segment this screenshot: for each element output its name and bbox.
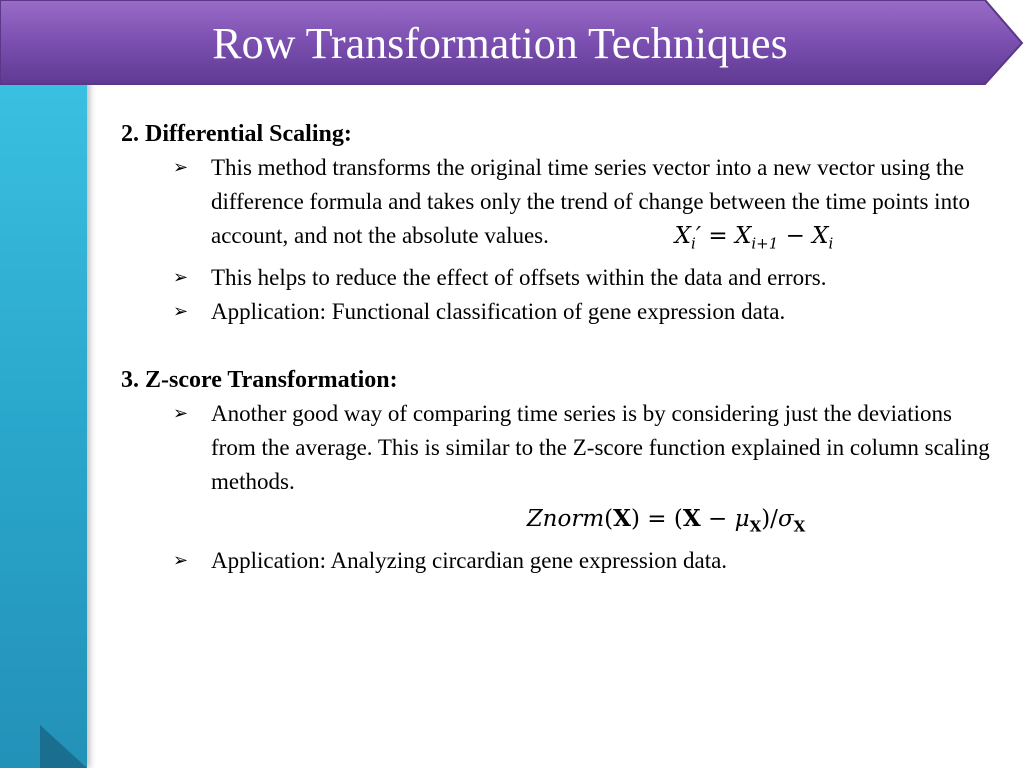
list-item: [121, 151, 1001, 261]
arrowhead-bullet-icon: ➢: [173, 402, 189, 424]
list-item: [121, 397, 1001, 545]
list-item: [121, 261, 1001, 295]
section-heading-zscore: 3. Z-score Transformation:: [121, 366, 398, 393]
section-heading-differential-scaling: 2. Differential Scaling:: [121, 121, 352, 147]
section-spacer: [121, 329, 1001, 363]
bullet-list-zscore: [121, 397, 1001, 579]
arrowhead-bullet-icon: ➢: [173, 266, 189, 288]
bullet-text: Another good way of comparing time series is by considering just the deviations from the average. This is similar to the Z-score function explained in column scaling methods.: [211, 400, 990, 494]
list-item: [121, 544, 1001, 578]
arrowhead-bullet-icon: ➢: [173, 300, 189, 322]
bullet-text: Application: Functional classification of gene expression data.: [211, 298, 786, 324]
arrowhead-bullet-icon: ➢: [173, 157, 189, 178]
bullet-list-differential-scaling: [121, 151, 1001, 329]
bullet-text: Application: Analyzing circardian gene expression data.: [211, 548, 728, 574]
list-item: [121, 295, 1001, 329]
slide-title: Row Transformation Techniques: [212, 18, 788, 68]
bullet-text: This helps to reduce the effect of offsets within the data and errors.: [211, 264, 827, 290]
arrowhead-bullet-icon: ➢: [173, 550, 189, 572]
title-banner: [0, 0, 1024, 86]
slide-body: [121, 117, 1001, 578]
formula-differential: $X_i' = X_{i+1} - X_i$: [674, 223, 834, 253]
page-curl-decoration: [40, 725, 87, 768]
formula-zscore: Znorm(X) = $(X - \mu_X)/\sigma_X$: [526, 504, 806, 536]
bullet-text: This method transforms the original time series vector into a new vector using the difference formula and takes only the trend of change between the time points into account, and not the absolute values.: [211, 155, 970, 248]
left-decorative-bar: [0, 0, 87, 768]
